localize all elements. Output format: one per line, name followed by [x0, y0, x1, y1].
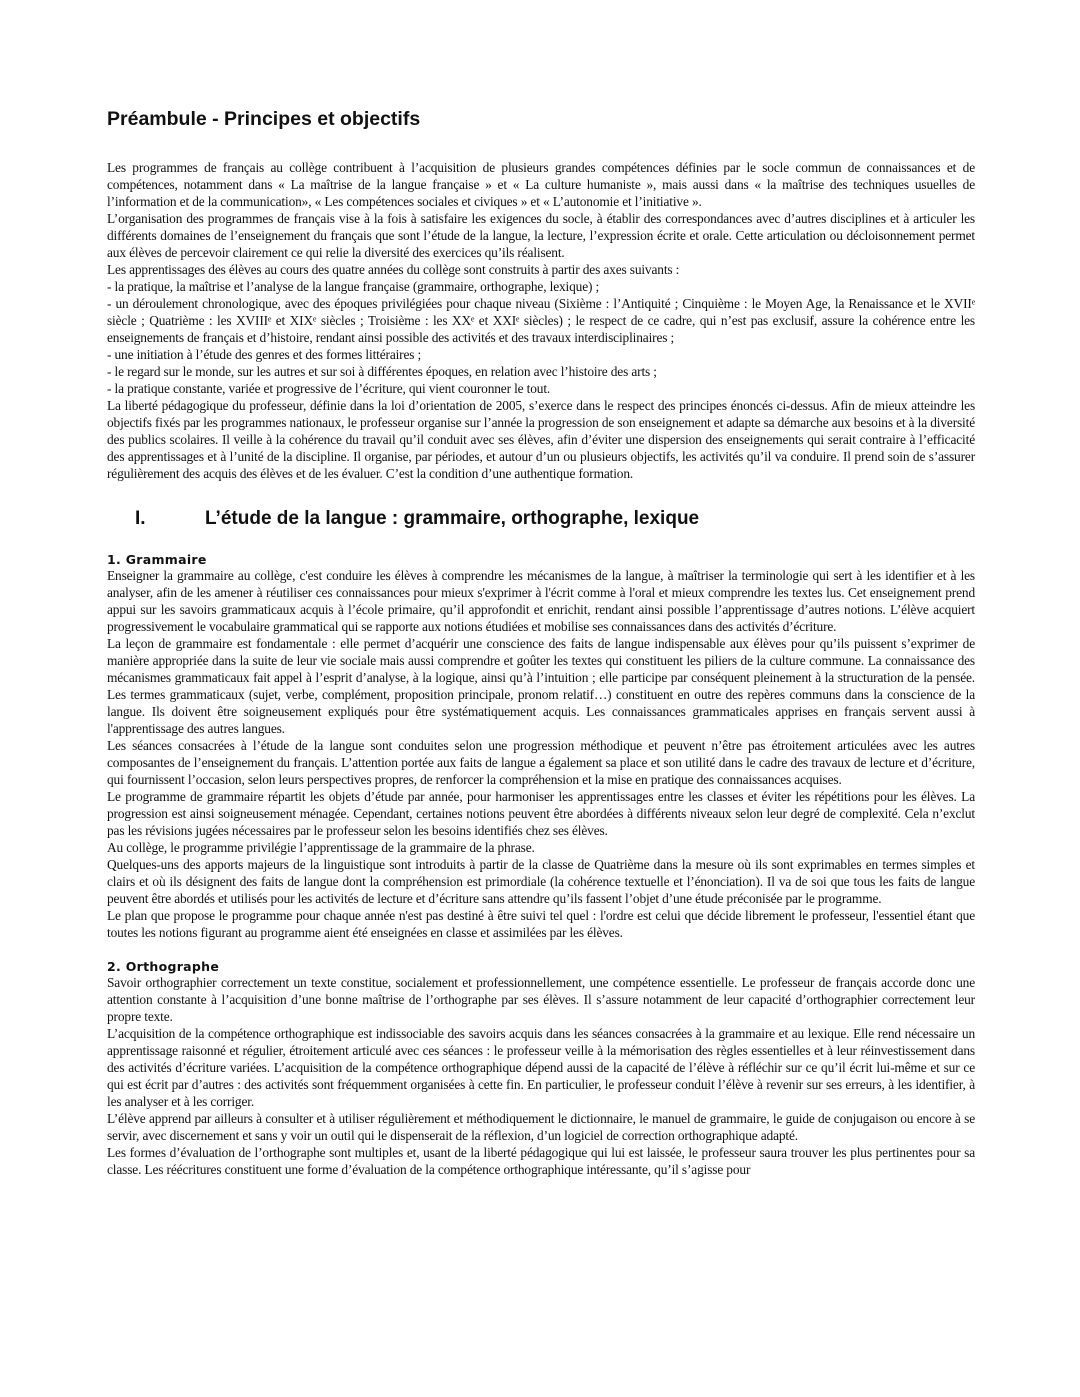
paragraph: L’acquisition de la compétence orthographique est indissociable des savoirs acquis dans les séances consacrées à la grammaire et au lexique. Elle rend nécessaire un apprentissage raisonné et régulier, étroitement articulé avec ces séances : le professeur veille à la mémorisation des règles essentielles et à leur réinvestissement dans des activités d’écriture variées. L’acquisition de la compétence orthographique dépend aussi de la capacité de l’élève à réfléchir sur ce qu’il écrit lui-même et sur ce qui est écrit par d’autres : des activités sont fréquemment organisées à cette fin. En particulier, le professeur conduit l’élève à revenir sur ses erreurs, à les identifier, à les analyser et à les corriger.	[107, 1026, 975, 1109]
paragraph: L’organisation des programmes de français vise à la fois à satisfaire les exigences du socle, à établir des correspondances avec d’autres disciplines et à articuler les différents domaines de l’enseignement du français que sont l’étude de la langue, la lecture, l’expression écrite et orale. Cette articulation ou décloisonnement permet aux élèves de percevoir clairement ce qui relie la diversité des exercices qu’ils réalisent.	[107, 211, 975, 260]
section-number: I.	[135, 508, 146, 529]
paragraph: La leçon de grammaire est fondamentale : elle permet d’acquérir une conscience des faits de langue indispensable aux élèves pour qu’ils puissent s’exprimer de manière appropriée dans la suite de leur vie sociale mais aussi comprendre et goûter les textes qui constituent les piliers de la culture commune. La connaissance des mécanismes grammaticaux fait appel à l’esprit d’analyse, à la logique, ainsi qu’à l’intuition ; elle participe par conséquent pleinement à la structuration de la pensée. Les termes grammaticaux (sujet, verbe, complément, proposition principale, pronom relatif…) constituent en outre des repères communs dans la conscience de la langue. Ils doivent être soigneusement expliqués pour être systématiquement acquis. Les connaissances grammaticales apprises en français servent aussi à l'apprentissage des autres langues.	[107, 636, 975, 736]
paragraph: Les programmes de français au collège contribuent à l’acquisition de plusieurs grandes compétences définies par le socle commun de connaissances et de compétences, notamment dans « La maîtrise de la langue française » et « La culture humaniste », mais aussi dans « la maîtrise des techniques usuelles de l’information et de la communication», « Les compétences sociales et civiques » et « L’autonomie et l’initiative ».	[107, 160, 975, 209]
grammaire-body	[107, 567, 975, 941]
paragraph: Quelques-uns des apports majeurs de la linguistique sont introduits à partir de la classe de Quatrième dans la mesure où ils sont exprimables en termes simples et clairs et où ils désignent des faits de langue dont la compréhension est primordiale (la cohérence textuelle et l’énonciation). Il va de soi que tous les faits de langue peuvent être abordés et utilisés pour les activités de lecture et d’écriture sans attendre qu’ils fassent l’objet d’une étude préconisée par le programme.	[107, 857, 975, 906]
paragraph: Enseigner la grammaire au collège, c'est conduire les élèves à comprendre les mécanismes de la langue, à maîtriser la terminologie qui sert à les identifier et à les analyser, afin de les amener à réutiliser ces connaissances pour mieux s'exprimer à l'écrit comme à l'oral et mieux comprendre les textes lus. Cet enseignement prend appui sur les savoirs grammaticaux acquis à l’école primaire, qu’il approfondit et enrichit, rendant ainsi possible l’apprentissage d’autres notions. L’élève acquiert progressivement le vocabulaire grammatical qui se rapporte aux notions étudiées et mobilise ses connaissances dans des activités d’écriture.	[107, 568, 975, 634]
section-title: L’étude de la langue : grammaire, orthographe, lexique	[205, 508, 700, 529]
paragraph: Les formes d’évaluation de l’orthographe sont multiples et, usant de la liberté pédagogique qui lui est laissée, le professeur saura trouver les plus pertinentes pour sa classe. Les réécritures constituent une forme d’évaluation de la compétence orthographique intéressante, qu’il s’agisse pour	[107, 1145, 975, 1177]
paragraph: Les séances consacrées à l’étude de la langue sont conduites selon une progression méthodique et peuvent n’être pas étroitement articulées avec les autres composantes de l’enseignement du français. L’attention portée aux faits de langue a également sa place et son utilité dans le cadre des travaux de lecture et d’écriture, qui fournissent l’occasion, selon leurs perspectives propres, de renforcer la compréhension et la mise en pratique des connaissances acquises.	[107, 738, 975, 787]
preamble-title: Préambule - Principes et objectifs	[107, 108, 421, 130]
paragraph: Le plan que propose le programme pour chaque année n'est pas destiné à être suivi tel quel : l'ordre est celui que décide librement le professeur, l'essentiel étant que toutes les notions figurant au programme aient été enseignées en classe et assimilées par les élèves.	[107, 908, 975, 940]
paragraph: - une initiation à l’étude des genres et des formes littéraires ;	[107, 347, 422, 362]
paragraph: - le regard sur le monde, sur les autres et sur soi à différentes époques, en relation avec l’histoire des arts ;	[107, 364, 657, 379]
subsection-title-grammaire: 1. Grammaire	[107, 552, 207, 567]
paragraph: - la pratique constante, variée et progressive de l’écriture, qui vient couronner le tout.	[107, 381, 551, 396]
preamble-body	[107, 159, 975, 482]
paragraph: - un déroulement chronologique, avec des époques privilégiées pour chaque niveau (Sixième : l’Antiquité ; Cinquième : le Moyen Age, la Renaissance et le XVIIᵉ siècle ; Quatrième : les XVIIIᵉ et XIXᵉ siècles ; Troisième : les XXᵉ et XXIᵉ siècles) ; le respect de ce cadre, qui n’est pas exclusif, assure la cohérence entre les enseignements de français et d’histoire, rendant ainsi possible des activités et des travaux interdisciplinaires ;	[107, 296, 975, 345]
subsection-title-orthographe: 2. Orthographe	[107, 959, 220, 974]
paragraph: Le programme de grammaire répartit les objets d’étude par année, pour harmoniser les apprentissages entre les classes et éviter les répétitions pour les élèves. La progression est ainsi soigneusement ménagée. Cependant, certaines notions peuvent être abordées à différents niveaux selon leur degré de complexité. Cela n’exclut pas les révisions jugées nécessaires par le professeur selon les besoins identifiés chez ses élèves.	[107, 789, 975, 838]
orthographe-body	[107, 974, 975, 1178]
paragraph: Au collège, le programme privilégie l’apprentissage de la grammaire de la phrase.	[107, 840, 535, 855]
section-heading	[107, 508, 975, 530]
paragraph: Les apprentissages des élèves au cours des quatre années du collège sont construits à partir des axes suivants :	[107, 262, 680, 277]
paragraph: - la pratique, la maîtrise et l’analyse de la langue française (grammaire, orthographe, lexique) ;	[107, 279, 600, 294]
paragraph: L’élève apprend par ailleurs à consulter et à utiliser régulièrement et méthodiquement le dictionnaire, le manuel de grammaire, le guide de conjugaison ou encore à se servir, avec discernement et sans y voir un outil qui le dispenserait de la réflexion, d’un logiciel de correction orthographique adapté.	[107, 1111, 975, 1143]
paragraph: La liberté pédagogique du professeur, définie dans la loi d’orientation de 2005, s’exerce dans le respect des principes énoncés ci-dessus. Afin de mieux atteindre les objectifs fixés par les programmes nationaux, le professeur organise sur l’année la progression de son enseignement et adapte sa démarche aux besoins et à la diversité des publics scolaires. Il veille à la cohérence du travail qu’il conduit avec ses élèves, afin d’éviter une dispersion des enseignements qui serait contraire à l’efficacité des apprentissages et à l’unité de la discipline. Il organise, par périodes, et autour d’un ou plusieurs objectifs, les activités qu’il va conduire. Il prend soin de s’assurer régulièrement des acquis des élèves et de les évaluer. C’est la condition d’une authentique formation.	[107, 398, 975, 481]
paragraph: Savoir orthographier correctement un texte constitue, socialement et professionnellement, une compétence essentielle. Le professeur de français accorde donc une attention constante à l’acquisition d’une bonne maîtrise de l’orthographe par ses élèves. Il s’assure notamment de leur capacité d’orthographier correctement leur propre texte.	[107, 975, 975, 1024]
